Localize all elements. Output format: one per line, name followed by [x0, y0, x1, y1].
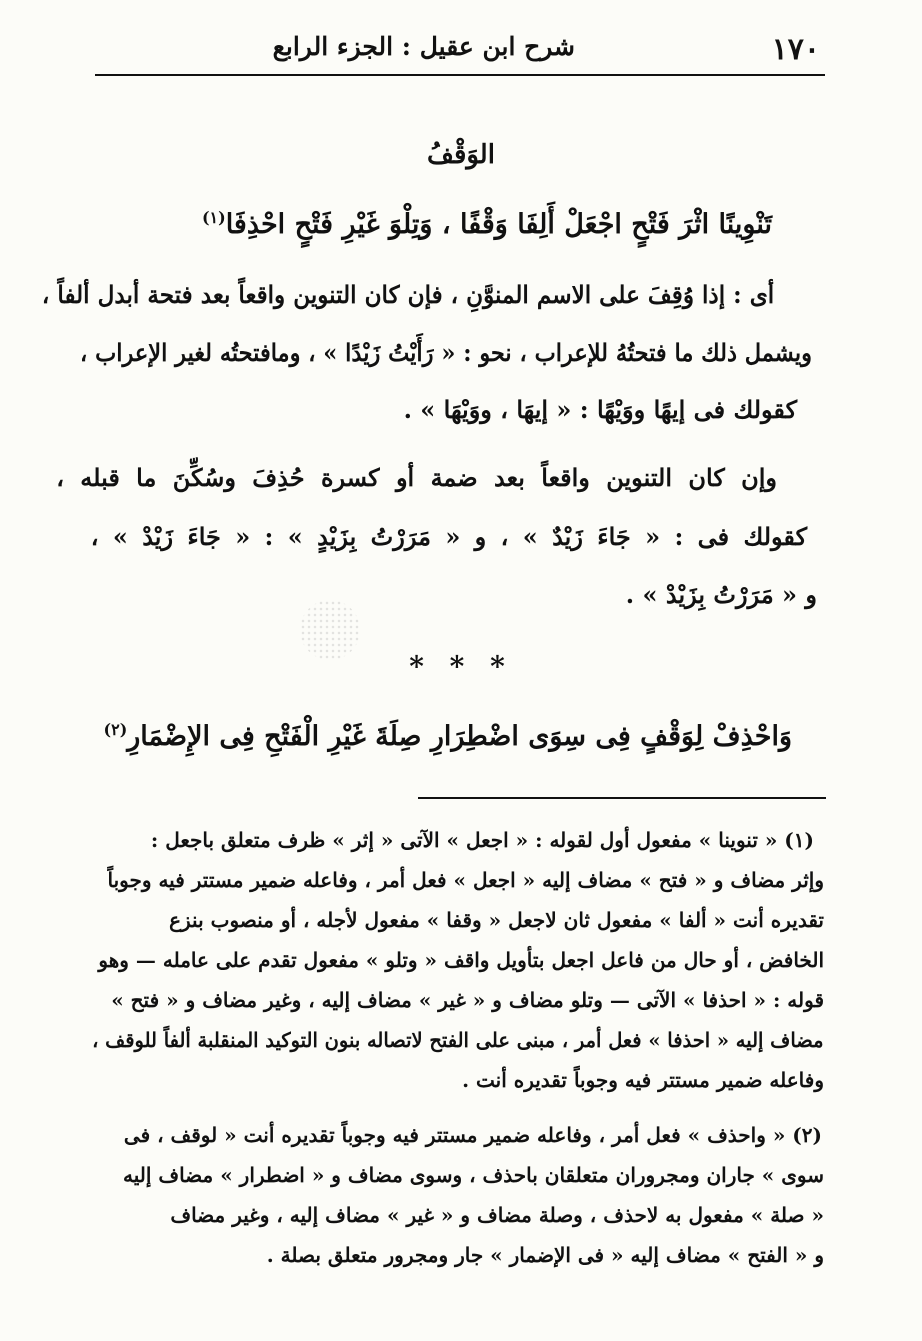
paragraph-2-line-1: وإن كان التنوين واقعاً بعد ضمة أو كسرة حُذِفَ وسُكِّنَ ما قبله ، — [56, 463, 777, 492]
footnote-1-line-7: وفاعله ضمير مستتر فيه وجوباً تقديره أنت . — [462, 1068, 824, 1092]
verse-line-1 — [202, 208, 772, 240]
header-divider — [95, 74, 825, 76]
page-header — [95, 28, 825, 74]
paragraph-2-line-2: كقولك فى : « جَاءَ زَيْدٌ » ، و « مَرَرْتُ بِزَيْدٍ » : « جَاءَ زَيْدْ » ، — [90, 522, 807, 551]
paragraph-1-line-1: أى : إذا وُقِفَ على الاسم المنوَّنِ ، فإن كان التنوين واقعاً بعد فتحة أبدل ألفاً ، — [41, 280, 774, 309]
footnote-divider — [418, 797, 826, 799]
verse-text: تَنْوِينًا اثْرَ فَتْحٍ اجْعَلْ أَلِفَا وَقْفًا ، وَتِلْوَ غَيْرِ فَتْحٍ احْذِفَا — [225, 209, 772, 240]
footnote-1-line-5: قوله : « احذفا » الآتى — وتلو مضاف و « غير » مضاف إليه ، وغير مضاف و « فتح » — [111, 988, 824, 1012]
section-title: الوَقْفُ — [427, 140, 495, 170]
footnote-1-line-3: تقديره أنت « ألفا » مفعول ثان لاجعل « وقفا » مفعول لأجله ، أو منصوب بنزع — [169, 908, 824, 932]
footnote-ref-2: (٢) — [103, 720, 128, 739]
running-title: شرح ابن عقيل : الجزء الرابع — [272, 32, 575, 61]
footnote-2-line-2: سوى » جاران ومجروران متعلقان باحذف ، وسوى مضاف و « اضطرار » مضاف إليه — [122, 1163, 824, 1187]
footnote-2-line-4: و « الفتح » مضاف إليه « فى الإضمار » جار ومجرور متعلق بصلة . — [266, 1243, 824, 1267]
footnote-ref-1: (١) — [201, 208, 226, 227]
footnote-1-line-4: الخافض ، أو حال من فاعل اجعل بتأويل واقف « وتلو » مفعول تقدم على عامله — وهو — [98, 948, 824, 972]
section-separator: * * * — [409, 650, 513, 683]
verse-line-2 — [104, 720, 792, 752]
footnote-2-line-1: (٢) « واحذف » فعل أمر ، وفاعله ضمير مستتر فيه وجوباً تقديره أنت « لوقف ، فى — [123, 1123, 822, 1147]
verse-text: وَاحْذِفْ لِوَقْفٍ فِى سِوَى اضْطِرَارِ صِلَةَ غَيْرِ الْفَتْحِ فِى الإِضْمَارِ — [127, 721, 792, 752]
footnote-1-line-6: مضاف إليه « احذفا » فعل أمر ، مبنى على الفتح لاتصاله بنون التوكيد المنقلبة ألفاً للوقف ، — [92, 1028, 824, 1052]
paragraph-1-line-2: ويشمل ذلك ما فتحتُهُ للإعراب ، نحو : « رَأَيْتُ زَيْدًا » ، ومافتحتُه لغير الإعراب ، — [80, 338, 812, 367]
paragraph-1-line-3: كقولك فى إيهًا ووَيْهًا : « إيهَا ، ووَيْهَا » . — [403, 395, 797, 424]
footnote-1-line-1: (١) « تنوينا » مفعول أول لقوله : « اجعل » الآتى « إثر » ظرف متعلق باجعل : — [150, 828, 814, 852]
footnote-2-line-3: « صلة » مفعول به لاحذف ، وصلة مضاف و « غير » مضاف إليه ، وغير مضاف — [170, 1203, 824, 1227]
paragraph-2-line-3: و « مَرَرْتُ بِزَيْدْ » . — [625, 580, 817, 609]
footnote-1-line-2: وإثر مضاف و « فتح » مضاف إليه « اجعل » فعل أمر ، وفاعله ضمير مستتر فيه وجوباً — [107, 868, 824, 892]
page-number: ١٧٠ — [771, 32, 820, 67]
